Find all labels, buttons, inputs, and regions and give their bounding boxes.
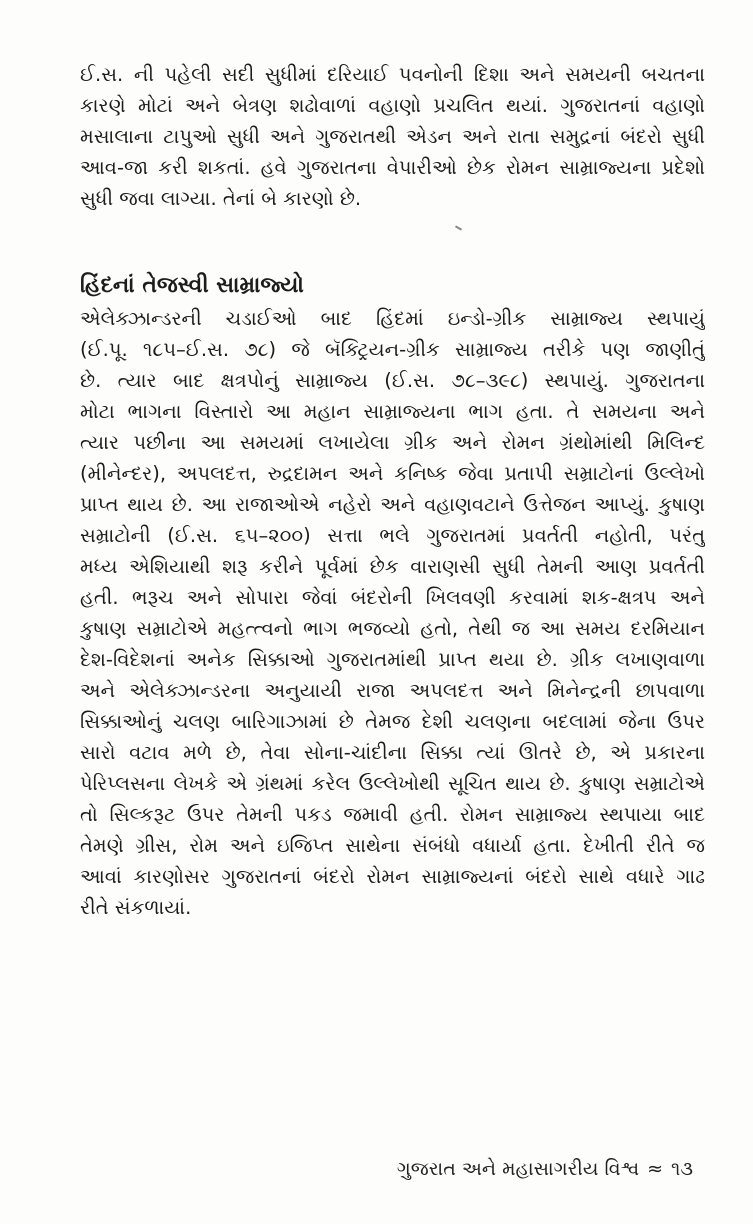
text-line: છે. ત્યાર બાદ ક્ષત્રપોનું સામ્રાજ્ય (ઈ.સ. ૭૮–૩૯૮) સ્થપાયું. ગુજરાતના — [80, 369, 705, 392]
text-line: મોટા ભાગના વિસ્તારો આ મહાન સામ્રાજ્યના ભાગ હતા. તે સમયના અને — [80, 400, 705, 423]
text-line: દેશ-વિદેશનાં અનેક સિક્કાઓ ગુજરાતમાંથી પ્રાપ્ત થયા છે. ગ્રીક લખાણવાળા — [80, 648, 705, 671]
text-line: પેરિપ્લસના લેખકે એ ગ્રંથમાં કરેલ ઉલ્લેખોથી સૂચિત થાય છે. કુષાણ સમ્રાટોએ — [80, 772, 705, 795]
text-line: ઈ.સ. ની પહેલી સદી સુધીમાં દરિયાઈ પવનોની દિશા અને સમયની બચતના — [80, 63, 705, 86]
text-line: આવાં કારણોસર ગુજરાતનાં બંદરો રોમન સામ્રાજ્યનાં બંદરો સાથે વધારે ગાઢ — [80, 865, 705, 888]
running-title: ગુજરાત અને મહાસાગરીય વિશ્વ — [396, 1158, 640, 1180]
print-speck — [455, 225, 462, 230]
text-line: મસાલાના ટાપુઓ સુધી અને ગુજરાતથી એડન અને રાતા સમુદ્રનાં બંદરો સુધી — [80, 125, 705, 148]
text-line: અને એલેક્ઝાન્ડરના અનુયાયી રાજા અપલદત્ત અને મિનેન્દ્રની છાપવાળા — [80, 679, 705, 702]
section-heading: હિંદનાં તેજસ્વી સામ્રાજ્યો — [80, 273, 304, 298]
text-line: સમ્રાટોની (ઈ.સ. ૬૫–૨૦૦) સત્તા ભલે ગુજરાતમાં પ્રવર્તતી નહોતી, પરંતુ — [80, 524, 705, 547]
text-line: સુધી જવા લાગ્યા. તેનાં બે કારણો છે. — [80, 187, 362, 210]
text-line: એલેક્ઝાન્ડરની ચડાઈઓ બાદ હિંદમાં ઇન્ડો-ગ્રીક સામ્રાજ્ય સ્થપાયું — [80, 307, 705, 330]
page-number: ૧૩ — [671, 1158, 693, 1180]
text-line: ત્યાર પછીના આ સમયમાં લખાયેલા ગ્રીક અને રોમન ગ્રંથોમાંથી મિલિન્દ — [80, 431, 705, 454]
text-line: સિક્કાઓનું ચલણ બારિગાઝામાં છે તેમજ દેશી ચલણના બદલામાં જેના ઉપર — [80, 710, 705, 733]
text-line: (મીનેન્દર), અપલદત્ત, રુદ્રદામન અને કનિષ્ક જેવા પ્રતાપી સમ્રાટોનાં ઉલ્લેખો — [80, 462, 705, 485]
text-line: કારણે મોટાં અને બેત્રણ શઢોવાળાં વહાણો પ્રચલિત થયાં. ગુજરાતનાં વહાણો — [80, 94, 705, 117]
text-line: મધ્ય એશિયાથી શરૂ કરીને પૂર્વમાં છેક વારાણસી સુધી તેમની આણ પ્રવર્તતી — [80, 555, 705, 578]
text-line: તો સિલ્કરૂટ ઉપર તેમની પકડ જમાવી હતી. રોમન સામ્રાજ્ય સ્થપાયા બાદ — [80, 803, 705, 826]
text-line: સારો વટાવ મળે છે, તેવા સોના-ચાંદીના સિક્કા ત્યાં ઊતરે છે, એ પ્રકારના — [80, 741, 705, 764]
page-footer — [397, 1155, 693, 1183]
text-line: કુષાણ સમ્રાટોએ મહત્ત્વનો ભાગ ભજવ્યો હતો, તેથી જ આ સમય દરમિયાન — [80, 617, 705, 640]
text-line: પ્રાપ્ત થાય છે. આ રાજાઓએ નહેરો અને વહાણવટાને ઉત્તેજન આપ્યું. કુષાણ — [80, 493, 705, 516]
text-line: રીતે સંકળાયાં. — [80, 896, 192, 919]
text-line: તેમણે ગ્રીસ, રોમ અને ઇજિપ્ત સાથેના સંબંધો વધાર્યા હતા. દેખીતી રીતે જ — [80, 834, 705, 857]
text-line: આવ-જા કરી શકતાં. હવે ગુજરાતના વેપારીઓ છેક રોમન સામ્રાજ્યના પ્રદેશો — [80, 156, 705, 179]
text-line: હતી. ભરૂચ અને સોપારા જેવાં બંદરોની ખિલવણી કરવામાં શક-ક્ષત્રપ અને — [80, 586, 705, 609]
text-line: (ઈ.પૂ. ૧૮૫–ઈ.સ. ૭૮) જે બૅક્ટ્રિયન-ગ્રીક સામ્રાજ્ય તરીકે પણ જાણીતું — [80, 338, 705, 361]
footer-separator: ≈ — [647, 1158, 664, 1180]
